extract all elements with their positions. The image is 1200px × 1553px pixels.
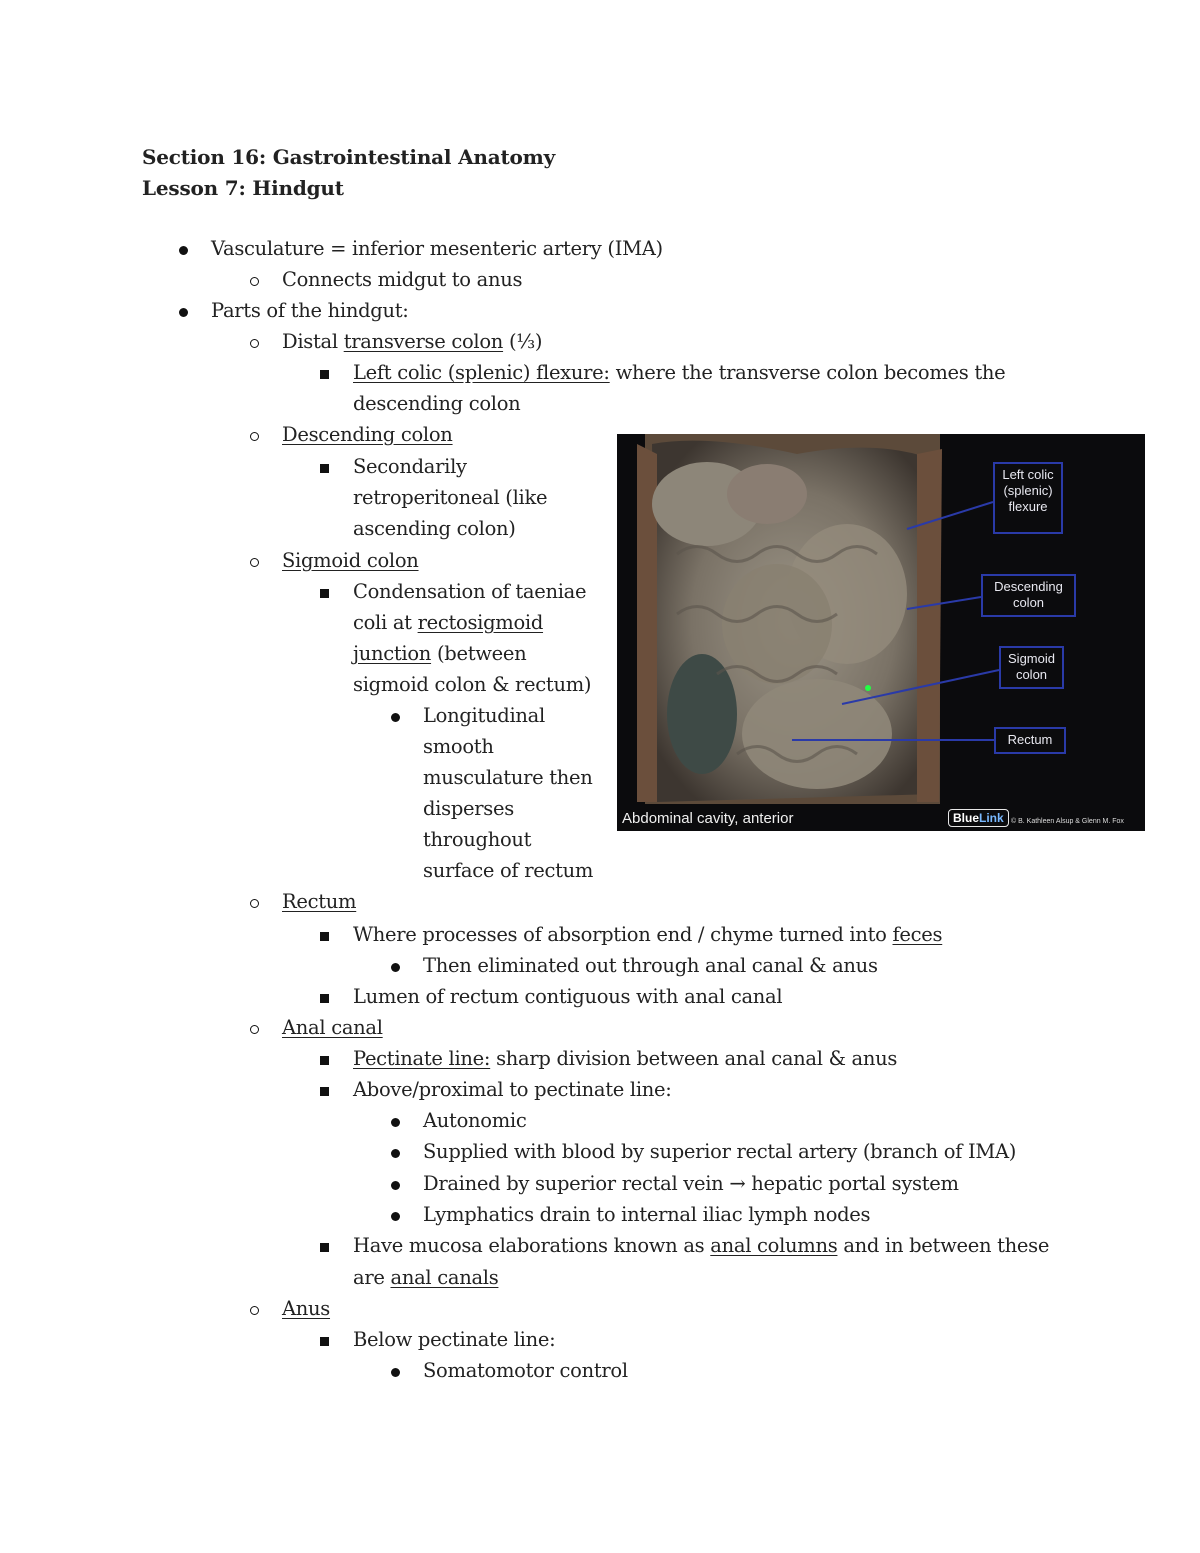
- bullet-square-icon: [320, 1087, 329, 1096]
- list-item: Then eliminated out through anal canal & anus: [423, 954, 878, 977]
- bullet-dot-icon: [391, 713, 400, 722]
- bullet-square-icon: [320, 994, 329, 1003]
- list-item-continuation: ascending colon): [353, 517, 516, 540]
- list-item: Longitudinal: [423, 704, 545, 727]
- bullet-dot-icon: [391, 963, 400, 972]
- list-item: Rectum: [282, 890, 357, 913]
- bullet-dot-icon: [179, 246, 188, 255]
- section-title: Section 16: Gastrointestinal Anatomy: [142, 145, 556, 169]
- bluelink-logo: BlueLink: [948, 809, 1009, 827]
- bullet-circle-icon: [250, 339, 259, 348]
- bullet-circle-icon: [250, 558, 259, 567]
- list-item: Vasculature = inferior mesenteric artery (IMA): [211, 237, 663, 260]
- bullet-circle-icon: [250, 277, 259, 286]
- list-item: Left colic (splenic) flexure: where the transverse colon becomes the: [353, 361, 1006, 384]
- label-left-colic: Left colic (splenic) flexure: [993, 462, 1063, 534]
- label-sigmoid-colon: Sigmoid colon: [999, 646, 1064, 689]
- list-item-continuation: sigmoid colon & rectum): [353, 673, 592, 696]
- bullet-circle-icon: [250, 1306, 259, 1315]
- list-item: Drained by superior rectal vein → hepatic portal system: [423, 1172, 959, 1195]
- bullet-circle-icon: [250, 1025, 259, 1034]
- bullet-dot-icon: [391, 1368, 400, 1377]
- bullet-square-icon: [320, 370, 329, 379]
- bullet-dot-icon: [179, 308, 188, 317]
- list-item: Distal transverse colon (⅓): [282, 330, 543, 353]
- list-item-continuation: musculature then: [423, 766, 593, 789]
- list-item-continuation: coli at rectosigmoid: [353, 611, 544, 634]
- bullet-square-icon: [320, 932, 329, 941]
- list-item: Secondarily: [353, 455, 467, 478]
- bullet-dot-icon: [391, 1181, 400, 1190]
- list-item-continuation: descending colon: [353, 392, 521, 415]
- figure-caption: Abdominal cavity, anterior: [622, 810, 794, 827]
- list-item: Below pectinate line:: [353, 1328, 556, 1351]
- list-item: Pectinate line: sharp division between anal canal & anus: [353, 1047, 898, 1070]
- list-item-continuation: throughout: [423, 828, 532, 851]
- list-item: Have mucosa elaborations known as anal columns and in between these: [353, 1234, 1050, 1257]
- list-item-continuation: disperses: [423, 797, 514, 820]
- list-item: Lumen of rectum contiguous with anal canal: [353, 985, 783, 1008]
- bullet-square-icon: [320, 1243, 329, 1252]
- list-item: Above/proximal to pectinate line:: [353, 1078, 672, 1101]
- bullet-circle-icon: [250, 899, 259, 908]
- list-item-continuation: retroperitoneal (like: [353, 486, 548, 509]
- list-item: Sigmoid colon: [282, 549, 419, 572]
- list-item-continuation: smooth: [423, 735, 494, 758]
- bullet-square-icon: [320, 1056, 329, 1065]
- cadaver-image: [617, 434, 1145, 831]
- bullet-circle-icon: [250, 432, 259, 441]
- list-item: Somatomotor control: [423, 1359, 628, 1382]
- bullet-square-icon: [320, 464, 329, 473]
- bullet-square-icon: [320, 1337, 329, 1346]
- list-item: Where processes of absorption end / chyme turned into feces: [353, 923, 943, 946]
- list-item-continuation: surface of rectum: [423, 859, 594, 882]
- anatomy-figure: [617, 434, 1145, 831]
- label-rectum: Rectum: [994, 727, 1066, 754]
- figure-copyright: © B. Kathleen Alsup & Glenn M. Fox: [1011, 818, 1124, 825]
- label-descending-colon: Descending colon: [981, 574, 1076, 617]
- list-item: Anal canal: [282, 1016, 383, 1039]
- list-item: Condensation of taeniae: [353, 580, 587, 603]
- bullet-dot-icon: [391, 1212, 400, 1221]
- bullet-square-icon: [320, 589, 329, 598]
- lesson-title: Lesson 7: Hindgut: [142, 176, 344, 200]
- bullet-dot-icon: [391, 1118, 400, 1127]
- list-item: Descending colon: [282, 423, 453, 446]
- list-item: Lymphatics drain to internal iliac lymph nodes: [423, 1203, 871, 1226]
- list-item-continuation: are anal canals: [353, 1266, 499, 1289]
- bullet-dot-icon: [391, 1149, 400, 1158]
- list-item: Anus: [282, 1297, 331, 1320]
- list-item: Parts of the hindgut:: [211, 299, 409, 322]
- list-item: Connects midgut to anus: [282, 268, 523, 291]
- list-item: Supplied with blood by superior rectal artery (branch of IMA): [423, 1140, 1017, 1163]
- list-item: Autonomic: [423, 1109, 527, 1132]
- list-item-continuation: junction (between: [353, 642, 527, 665]
